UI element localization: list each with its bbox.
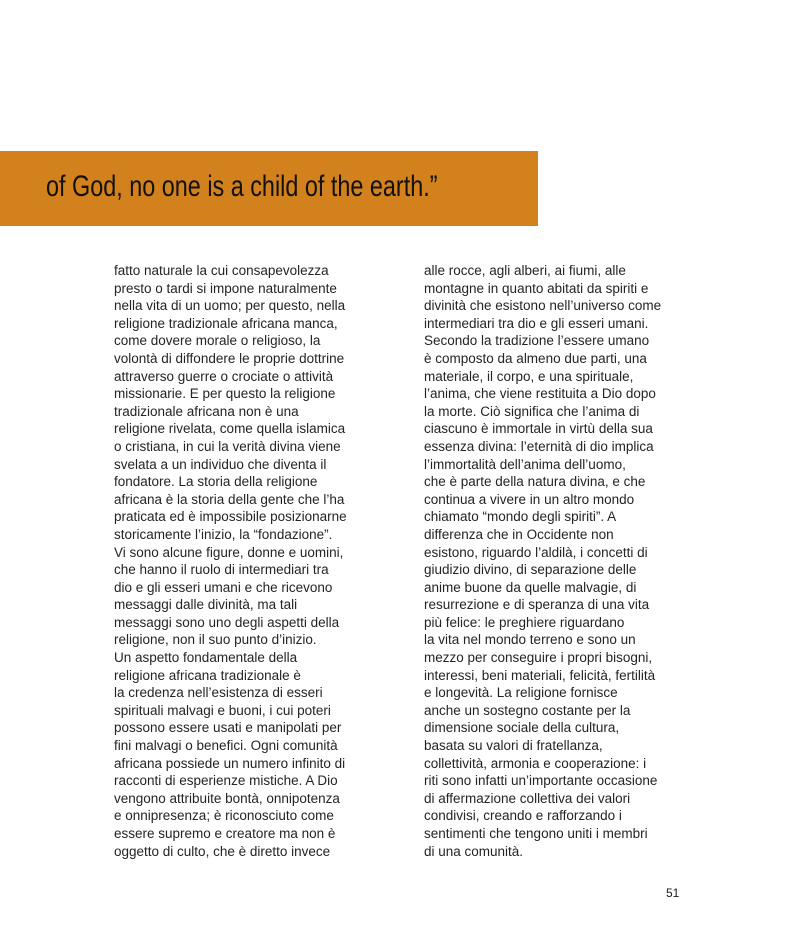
text-line: messaggi dalle divinità, ma tali (114, 597, 298, 613)
text-column-left (114, 262, 347, 860)
text-line: è composto da almeno due parti, una (424, 350, 647, 366)
text-line: Secondo la tradizione l’essere umano (424, 333, 650, 349)
text-line: presto o tardi si impone naturalmente (114, 280, 337, 296)
text-line: di una comunità. (424, 843, 524, 859)
text-line: svelata a un individuo che diventa il (114, 456, 327, 472)
text-line: ciascuno è immortale in virtù della sua (424, 421, 653, 437)
text-line: interessi, beni materiali, felicità, fertilità (424, 667, 656, 683)
text-line: messaggi sono uno degli aspetti della (114, 614, 340, 630)
text-line: riti sono infatti un’importante occasione (424, 773, 658, 789)
text-line: continua a vivere in un altro mondo (424, 491, 635, 507)
text-line: condivisi, creando e rafforzando i (424, 808, 622, 824)
text-line: religione tradizionale africana manca, (114, 315, 338, 331)
text-line: materiale, il corpo, e una spirituale, (424, 368, 634, 384)
text-line: divinità che esistono nell’universo come (424, 298, 662, 314)
text-line: missionarie. E per questo la religione (114, 386, 336, 402)
text-line: la vita nel mondo terreno e sono un (424, 632, 636, 648)
pull-quote: of God, no one is a child of the earth.” (46, 170, 438, 203)
text-line: storicamente l’inizio, la “fondazione”. (114, 526, 333, 542)
text-line: giudizio divino, di separazione delle (424, 562, 637, 578)
text-line: esistono, riguardo l’aldilà, i concetti di (424, 544, 648, 560)
text-line: intermediari tra dio e gli esseri umani. (424, 315, 649, 331)
text-line: oggetto di culto, che è diretto invece (114, 843, 331, 859)
text-line: montagne in quanto abitati da spiriti e (424, 280, 649, 296)
text-line: Un aspetto fondamentale della (114, 650, 298, 666)
text-line: vengono attribuite bontà, onnipotenza (114, 790, 340, 806)
text-line: essenza divina: l’eternità di dio implica (424, 438, 654, 454)
text-line: anche un sostegno costante per la (424, 702, 631, 718)
text-line: la morte. Ciò significa che l’anima di (424, 403, 640, 419)
text-line: dio e gli esseri umani e che ricevono (114, 579, 333, 595)
text-line: come dovere morale o religioso, la (114, 333, 321, 349)
text-line: l’immortalità dell’anima dell’uomo, (424, 456, 626, 472)
text-line: che hanno il ruolo di intermediari tra (114, 562, 329, 578)
text-line: praticata ed è impossibile posizionarne (114, 509, 347, 525)
text-line: fini malvagi o benefici. Ogni comunità (114, 738, 338, 754)
text-line: religione africana tradizionale è (114, 667, 301, 683)
text-line: volontà di diffondere le proprie dottrine (114, 350, 345, 366)
text-column-right (424, 262, 661, 860)
text-line: o cristiana, in cui la verità divina viene (114, 438, 341, 454)
text-line: chiamato “mondo degli spiriti”. A (424, 509, 617, 525)
text-line: religione rivelata, come quella islamica (114, 421, 346, 437)
text-line: spirituali malvagi e buoni, i cui poteri (114, 702, 331, 718)
text-line: e onnipresenza; è riconosciuto come (114, 808, 334, 824)
text-line: Vi sono alcune figure, donne e uomini, (114, 544, 344, 560)
text-line: fondatore. La storia della religione (114, 474, 318, 490)
text-line: africana è la storia della gente che l’ha (114, 491, 345, 507)
text-line: e longevità. La religione fornisce (424, 685, 618, 701)
page-number: 51 (666, 886, 680, 900)
text-line: fatto naturale la cui consapevolezza (114, 263, 329, 278)
text-line: basata su valori di fratellanza, (424, 738, 603, 754)
text-line: l’anima, che viene restituita a Dio dopo (424, 386, 656, 402)
text-line: più felice: le preghiere riguardano (424, 614, 625, 630)
text-line: mezzo per conseguire i propri bisogni, (424, 650, 653, 666)
text-line: attraverso guerre o crociate o attività (114, 368, 334, 384)
text-line: anime buone da quelle malvagie, di (424, 579, 637, 595)
text-line: sentimenti che tengono uniti i membri (424, 826, 648, 841)
text-line: religione, non il suo punto d’inizio. (114, 632, 317, 648)
text-line: alle rocce, agli alberi, ai fiumi, alle (424, 263, 626, 278)
text-line: racconti di esperienze mistiche. A Dio (114, 773, 338, 789)
text-line: nella vita di un uomo; per questo, nella (114, 298, 346, 314)
text-line: resurrezione e di speranza di una vita (424, 597, 650, 613)
text-line: africana possiede un numero infinito di (114, 755, 346, 771)
text-line: differenza che in Occidente non (424, 526, 614, 542)
text-line: collettività, armonia e cooperazione: i (424, 755, 647, 771)
text-line: dimensione sociale della cultura, (424, 720, 620, 736)
text-line: la credenza nell’esistenza di esseri (114, 685, 323, 701)
text-line: essere supremo e creatore ma non è (114, 826, 336, 841)
text-line: di affermazione collettiva dei valori (424, 790, 631, 806)
text-line: possono essere usati e manipolati per (114, 720, 342, 736)
text-line: che è parte della natura divina, e che (424, 474, 646, 490)
text-line: tradizionale africana non è una (114, 403, 299, 419)
